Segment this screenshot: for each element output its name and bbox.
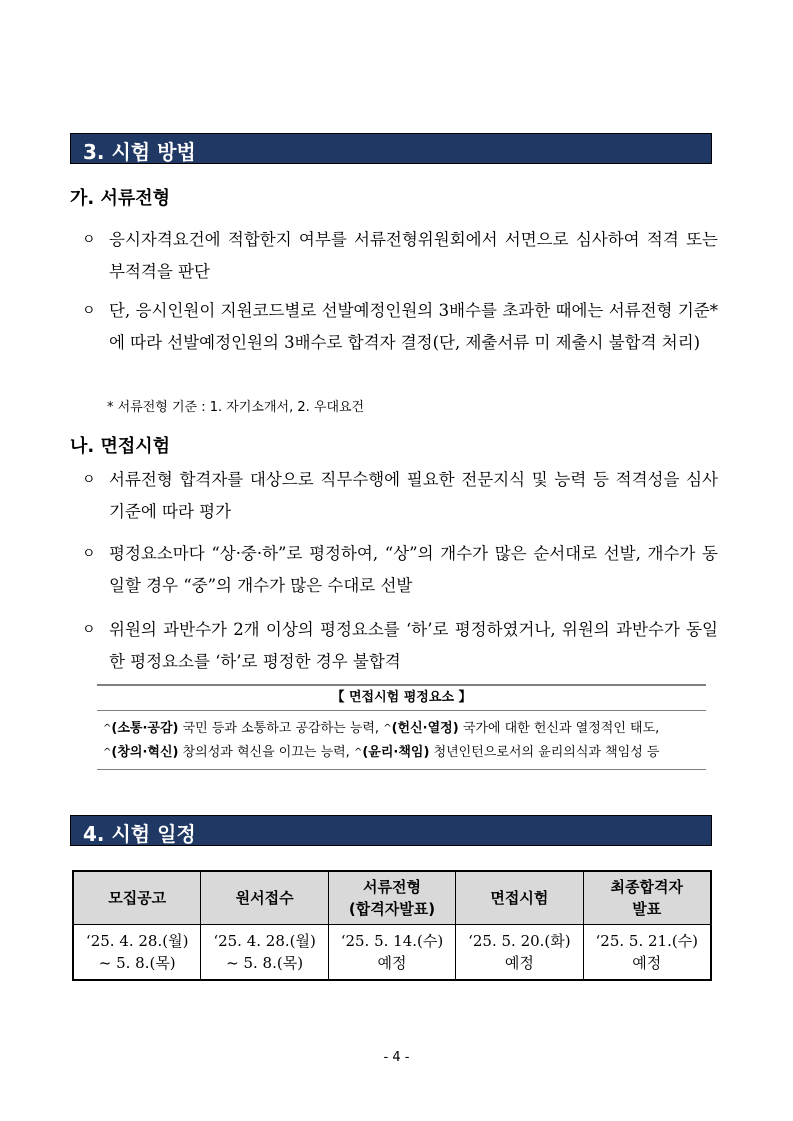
bullet-text: 응시자격요건에 적합한지 여부를 서류전형위원회에서 서면으로 심사하여 적격 또는 부적격을 판단 [109,230,718,281]
bullet-item [82,295,718,359]
section-3-title: 3. 시험 방법 [83,140,196,164]
bullet-mark: ㅇ [82,303,96,319]
bullet-mark: ㅇ [82,472,96,488]
footnote: * 서류전형 기준 : 1. 자기소개서, 2. 우대요건 [107,400,365,415]
criteria-marker: ^ [353,747,363,758]
table-header-cell: 최종합격자 발표 [583,871,711,925]
bullet-item [82,464,718,528]
subsection-a-title: 가. 서류전형 [70,188,171,209]
table-header-row [73,871,711,925]
criteria-desc: 청년인턴으로서의 윤리의식과 책임성 등 [433,745,660,760]
section-4-title: 4. 시험 일정 [83,822,196,846]
table-cell: ‘25. 5. 14.(수) 예정 [328,925,455,981]
criteria-desc: 창의성과 혁신을 이끄는 능력, [182,745,350,760]
bullet-mark: ㅇ [82,546,96,562]
criteria-label: (윤리·책임) [362,745,430,760]
bullet-mark: ㅇ [82,622,96,638]
bullet-item [82,224,718,288]
table-row [73,925,711,981]
section-4-header [70,815,712,846]
table-header-cell: 서류전형 (합격자발표) [328,871,455,925]
criteria-marker: ^ [103,747,112,758]
bullet-item [82,614,718,678]
criteria-desc: 국가에 대한 헌신과 열정적인 태도, [462,721,660,736]
criteria-marker: ^ [103,723,112,734]
page-number: - 4 - [383,1050,410,1065]
schedule-table [72,870,712,981]
criteria-marker: ^ [383,723,392,734]
table-header-cell: 모집공고 [73,871,201,925]
table-cell: ‘25. 5. 20.(화) 예정 [456,925,583,981]
criteria-box-title: 【 면접시험 평정요소 】 [331,690,472,705]
table-cell: ‘25. 4. 28.(월) ~ 5. 8.(목) [73,925,201,981]
bullet-text: 서류전형 합격자를 대상으로 직무수행에 필요한 전문지식 및 능력 등 적격성을 심사기준에 따라 평가 [109,470,718,521]
criteria-line [103,741,706,765]
bullet-text: 단, 응시인원이 지원코드별로 선발예정인원의 3배수를 초과한 때에는 서류전형 기준*에 따라 선발예정인원의 3배수로 합격자 결정(단, 제출서류 미 제출시 불합격 처리) [109,301,718,352]
bullet-mark: ㅇ [82,232,96,248]
subsection-b-title: 나. 면접시험 [70,436,171,457]
bullet-item [82,538,718,602]
criteria-label: (헌신·열정) [391,721,459,736]
criteria-label: (소통·공감) [111,721,179,736]
criteria-box-body [97,711,706,769]
section-3-header [70,133,712,164]
bullet-text: 평정요소마다 “상·중·하”로 평정하여, “상”의 개수가 많은 순서대로 선발, 개수가 동일할 경우 “중”의 개수가 많은 수대로 선발 [109,544,718,595]
criteria-desc: 국민 등과 소통하고 공감하는 능력, [182,721,380,736]
table-header-cell: 원서접수 [201,871,328,925]
criteria-label: (창의·혁신) [111,745,179,760]
table-cell: ‘25. 5. 21.(수) 예정 [583,925,711,981]
table-cell: ‘25. 4. 28.(월) ~ 5. 8.(목) [201,925,328,981]
criteria-box [97,684,706,770]
table-header-cell: 면접시험 [456,871,583,925]
bullet-text: 위원의 과반수가 2개 이상의 평정요소를 ‘하’로 평정하였거나, 위원의 과반수가 동일한 평정요소를 ‘하’로 평정한 경우 불합격 [109,620,718,671]
criteria-line [103,717,706,741]
